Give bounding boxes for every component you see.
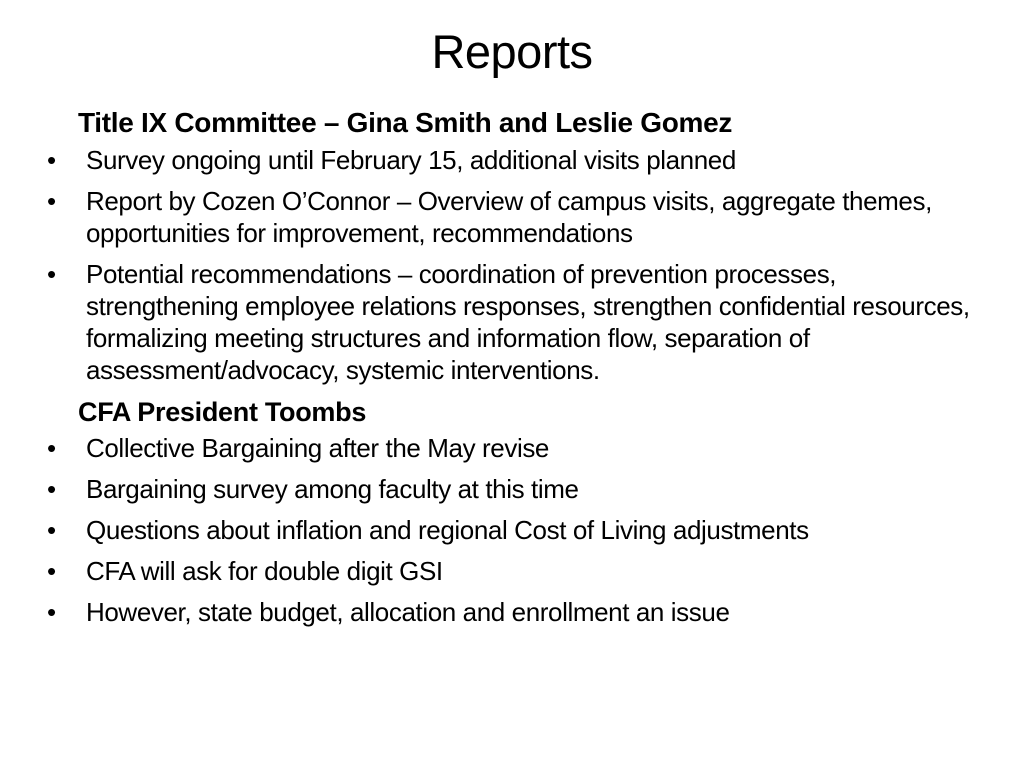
slide-content bbox=[44, 106, 994, 637]
bullet-text: CFA will ask for double digit GSI bbox=[86, 555, 443, 586]
bullet-text: Potential recommendations – coordination of prevention processes, strengthening employee relations responses, strengthen confidential resources, formalizing meeting structures and information flow, separation of assessment/advocacy, systemic interventions. bbox=[86, 258, 970, 385]
slide-title: Reports bbox=[431, 25, 593, 78]
bullet-icon: • bbox=[47, 473, 56, 504]
bullet-text: Survey ongoing until February 15, additional visits planned bbox=[86, 144, 736, 175]
bullet-icon: • bbox=[47, 514, 56, 545]
bullet-text: Report by Cozen O’Connor – Overview of campus visits, aggregate themes, opportunities for improvement, recommendations bbox=[86, 185, 932, 248]
bullet-text: Collective Bargaining after the May revise bbox=[86, 432, 549, 463]
bullet-item bbox=[44, 144, 994, 176]
bullet-icon: • bbox=[47, 555, 56, 586]
bullet-item bbox=[44, 185, 994, 249]
bullet-text: Questions about inflation and regional Cost of Living adjustments bbox=[86, 514, 809, 545]
bullet-icon: • bbox=[47, 185, 56, 216]
bullet-item bbox=[44, 596, 994, 628]
bullet-list-title-ix bbox=[44, 144, 994, 386]
bullet-item bbox=[44, 555, 994, 587]
bullet-list-cfa bbox=[44, 432, 994, 628]
bullet-item bbox=[44, 258, 994, 386]
bullet-text: However, state budget, allocation and enrollment an issue bbox=[86, 596, 730, 627]
section-heading-title-ix: Title IX Committee – Gina Smith and Leslie Gomez bbox=[78, 107, 733, 138]
bullet-icon: • bbox=[47, 432, 56, 463]
bullet-text: Bargaining survey among faculty at this time bbox=[86, 473, 579, 504]
section-heading-cfa: CFA President Toombs bbox=[78, 396, 367, 427]
bullet-item bbox=[44, 514, 994, 546]
bullet-item bbox=[44, 473, 994, 505]
bullet-icon: • bbox=[47, 596, 56, 627]
bullet-icon: • bbox=[47, 258, 56, 289]
bullet-icon: • bbox=[47, 144, 56, 175]
bullet-item bbox=[44, 432, 994, 464]
